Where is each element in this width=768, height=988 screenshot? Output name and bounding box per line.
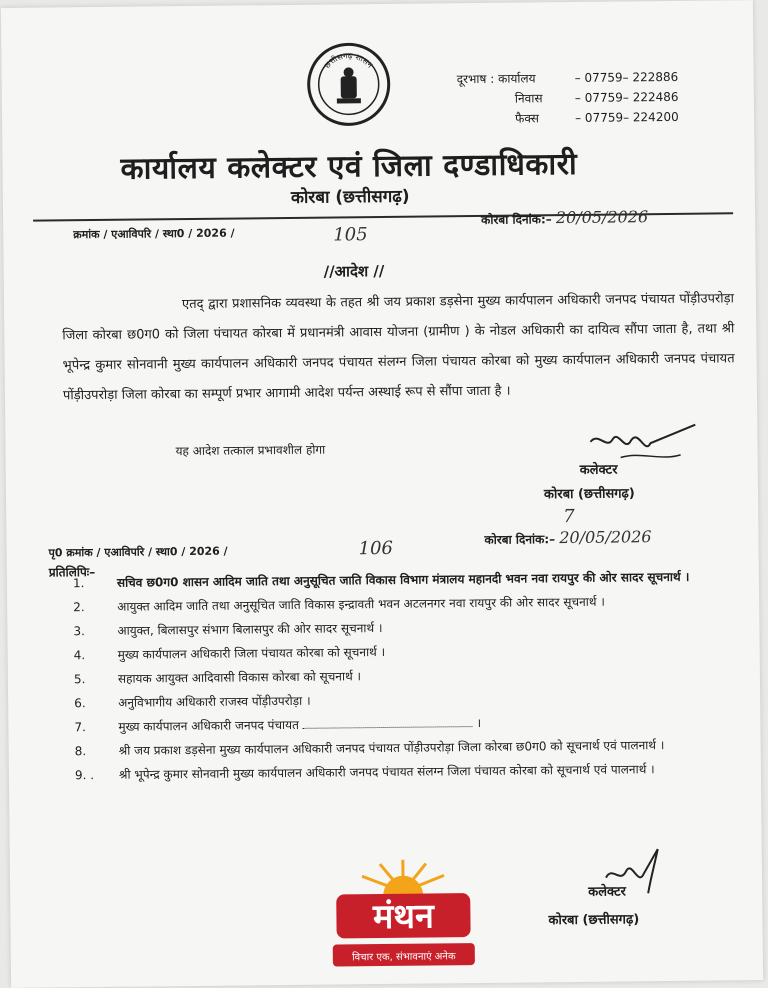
endorsement-number-label: पृ0 क्रमांक / एआविपरि / स्था0 / 2026 / xyxy=(48,544,228,560)
contact-number: – 07759– 224200 xyxy=(574,109,679,125)
signatory-place: कोरबा (छत्तीसगढ़) xyxy=(543,486,635,503)
order-effective-note: यह आदेश तत्काल प्रभावशील होगा xyxy=(175,442,326,459)
list-item: 6. अनुविभागीय अधिकारी राजस्व पोंड़ीउपरोड़ा । xyxy=(74,693,311,711)
document-page xyxy=(1,0,763,988)
signatory-designation: कलेक्टर xyxy=(588,884,627,900)
contact-label: निवास xyxy=(514,91,543,106)
contact-block xyxy=(457,67,679,129)
contact-label: फैक्स xyxy=(515,111,539,126)
manthan-logo xyxy=(328,851,479,983)
contact-row xyxy=(457,67,679,89)
list-item: 2. आयुक्त आदिम जाति तथा अनुसूचित जाति विकास इन्द्रावती भवन अटलनगर नवा रायपुर की ओर सादर सूचनार्थ । xyxy=(73,594,605,615)
signatory-place: कोरबा (छत्तीसगढ़) xyxy=(548,912,640,929)
copies-label: प्रतिलिपिः– xyxy=(48,565,96,580)
endorsement-date xyxy=(484,527,651,548)
handwritten-mark: 7 xyxy=(563,505,575,528)
list-item: 8. श्री जय प्रकाश डड़सेना मुख्य कार्यपालन अधिकारी जनपद पंचायत पोंड़ीउपरोड़ा जिला कोरबा छ0ग0 को सूचनार्थ एवं पालनार्थ । xyxy=(74,738,665,759)
endorsement-number-handwritten: 106 xyxy=(358,537,394,560)
contact-number: – 07759– 222886 xyxy=(574,69,679,85)
order-body: एतद् द्वारा प्रशासनिक व्यवस्था के तहत श्री जय प्रकाश डड़सेना मुख्य कार्यपालन अधिकारी जनपद पंचायत पोंड़ीउपरोड़ा जिला कोरबा छ0ग0 को जिला पंचायत कोरबा में प्रधानमंत्री आवास योजना (ग्रामीण ) के नोडल अधिकारी का दायित्व सौंपा जाता है, तथा श्री भूपेन्द्र कुमार सोनवानी मुख्य कार्यपालन अधिकारी जनपद पंचायत संलग्न जिला पंचायत कोरबा को मुख्य कार्यपालन अधिकारी जनपद पंचायत पोंड़ीउपरोड़ा जिला कोरबा का सम्पूर्ण प्रभार आगामी आदेश पर्यन्त अस्थाई रूप से सौंपा जाता है । xyxy=(62,291,735,404)
contact-row xyxy=(457,87,679,109)
list-item: 5. सहायक आयुक्त आदिवासी विकास कोरबा को सूचनार्थ । xyxy=(73,669,362,687)
reference-number-handwritten: 105 xyxy=(333,224,368,246)
contact-number: – 07759– 222486 xyxy=(574,89,679,105)
list-item: 7. मुख्य कार्यपालन अधिकारी जनपद पंचायत । xyxy=(74,715,482,735)
list-item: 9. . श्री भूपेन्द्र कुमार सोनवानी मुख्य कार्यपालन अधिकारी जनपद पंचायत संलग्न जिला पंचायत कोरबा को सूचनार्थ एवं पालनार्थ । xyxy=(74,762,655,783)
list-item: 3. आयुक्त, बिलासपुर संभाग बिलासपुर की ओर सादर सूचनार्थ । xyxy=(73,621,383,639)
order-date xyxy=(481,207,648,228)
order-heading: //आदेश // xyxy=(323,261,385,281)
contact-row xyxy=(457,107,679,129)
date-value: 20/05/2026 xyxy=(559,527,652,548)
seal-text: छत्तीसगढ़ शासन xyxy=(322,51,375,71)
date-label: कोरबा दिनांक:– xyxy=(481,212,552,227)
date-value: 20/05/2026 xyxy=(555,207,649,228)
office-subtitle: कोरबा (छत्तीसगढ़) xyxy=(290,186,410,208)
date-label: कोरबा दिनांक:– xyxy=(484,532,556,547)
blank-fill-line xyxy=(303,726,473,729)
contact-label: दूरभाष : कार्यालय xyxy=(456,71,536,87)
list-item: 4. मुख्य कार्यपालन अधिकारी जिला पंचायत कोरबा को सूचनार्थ । xyxy=(73,644,386,663)
copy-recipient-list xyxy=(73,566,739,789)
logo-tagline: विचार एक, संभावनाएं अनेक xyxy=(352,951,456,964)
list-item: 1. सचिव छ0ग0 शासन आदिम जाति तथा अनुसूचित जाति विकास विभाग मंत्रालय महानदी भवन नवा रायपुर की ओर सादर सूचनार्थ । xyxy=(72,569,690,591)
logo-name: मंथन xyxy=(372,896,435,938)
reference-number-label: क्रमांक / एआविपरि / स्था0 / 2026 / xyxy=(73,226,235,242)
state-emblem-seal xyxy=(306,42,391,127)
signatory-designation: कलेक्टर xyxy=(579,462,618,478)
office-title: कार्यालय कलेक्टर एवं जिला दण्डाधिकारी xyxy=(120,146,578,187)
